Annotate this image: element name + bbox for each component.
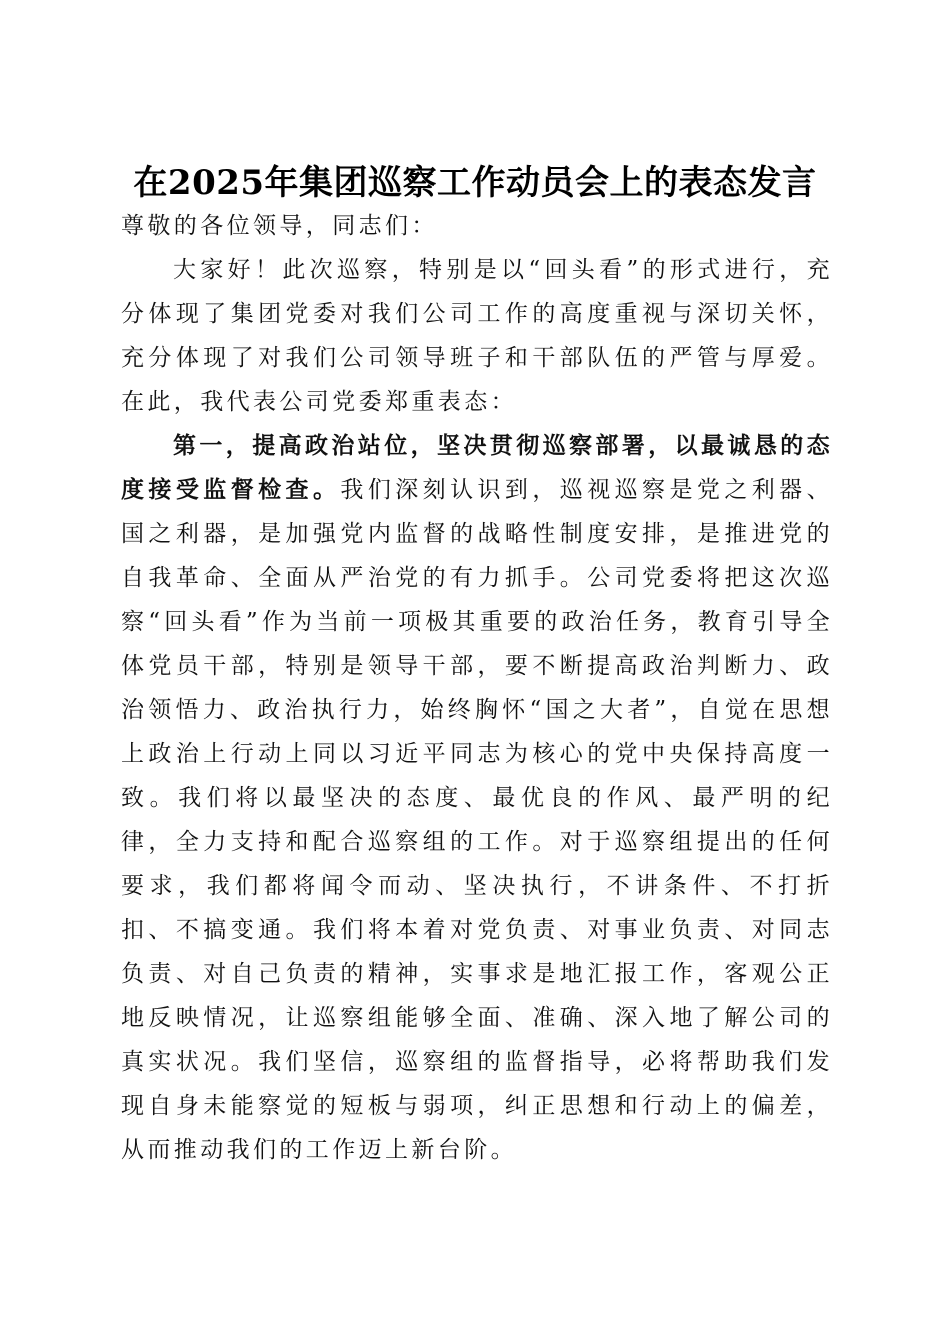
document-body — [121, 204, 833, 1172]
paragraph-intro: 大家好！此次巡察，特别是以“回头看”的形式进行，充分体现了集团党委对我们公司工作的高度重视与深切关怀，充分体现了对我们公司领导班子和干部队伍的严管与厚爱。在此，我代表公司党委郑重表态： — [121, 257, 833, 415]
paragraph-lead-sentence: 第一，提高政治站位，坚决贯彻巡察部署，以最诚恳的态度接受监督检查。 — [121, 432, 833, 503]
salutation: 尊敬的各位领导，同志们： — [121, 213, 438, 239]
document-title: 在2025年集团巡察工作动员会上的表态发言 — [133, 162, 817, 203]
paragraph-first-point — [121, 424, 833, 1172]
paragraph-body-text: 我们深刻认识到，巡视巡察是党之利器、国之利器，是加强党内监督的战略性制度安排，是推进党的自我革命、全面从严治党的有力抓手。公司党委将把这次巡察“回头看”作为当前一项极其重要的政治任务，教育引导全体党员干部，特别是领导干部，要不断提高政治判断力、政治领悟力、政治执行力，始终胸怀“国之大者”，自觉在思想上政治上行动上同以习近平同志为核心的党中央保持高度一致。我们将以最坚决的态度、最优良的作风、最严明的纪律，全力支持和配合巡察组的工作。对于巡察组提出的任何要求，我们都将闻令而动、坚决执行，不讲条件、不打折扣、不搞变通。我们将本着对党负责、对事业负责、对同志负责、对自己负责的精神，实事求是地汇报工作，客观公正地反映情况，让巡察组能够全面、准确、深入地了解公司的真实状况。我们坚信，巡察组的监督指导，必将帮助我们发现自身未能察觉的短板与弱项，纠正思想和行动上的偏差，从而推动我们的工作迈上新台阶。 — [121, 477, 833, 1163]
